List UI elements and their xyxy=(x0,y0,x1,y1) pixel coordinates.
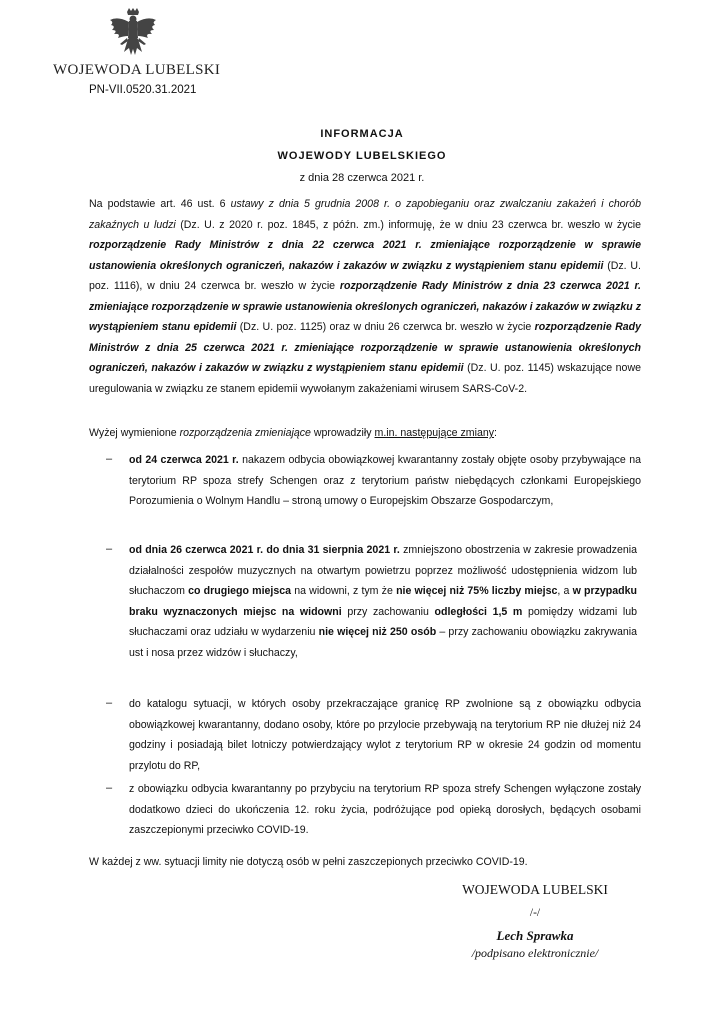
signature-name: Lech Sprawka xyxy=(496,928,574,943)
bullet-2-text-1: zmniejszono obostrzenia w zakresie prowadzenia działalności zespołów muzycznych na otwartym powietrzu poprzez możliwość udostępnienia widzom lub słuchaczom xyxy=(129,544,637,597)
closing-sentence: W każdej z ww. sytuacji limity nie dotyczą osób w pełni zaszczepionych przeciwko COVID-19. xyxy=(89,856,528,868)
title-line1: INFORMACJA xyxy=(320,128,404,140)
signature-office: WOJEWODA LUBELSKI xyxy=(462,882,608,897)
intro-text-5: (Dz. U. poz. 1116), w dniu 24 czerwca br. weszło w życie xyxy=(89,259,641,292)
bullet-2-bold-3: nie więcej niż 75% liczby miejsc xyxy=(396,585,558,597)
bullet-1 xyxy=(129,450,641,512)
bullet-2-text-2: na widowni, z tym że xyxy=(291,585,397,597)
bullet-dash-1: – xyxy=(106,453,113,465)
bullet-dash-4: – xyxy=(106,782,113,794)
case-number: PN-VII.0520.31.2021 xyxy=(89,84,197,96)
intro-text-3: (Dz. U. z 2020 r. poz. 1845, z późn. zm.) informuję, że w dniu 23 czerwca br. weszło w życie xyxy=(175,218,641,231)
intro-regulation-3: rozporządzenie Rady Ministrów z dnia 25 czerwca 2021 r. zmieniające rozporządzenie w sprawie ustanowienia określonych ograniczeń, nakazów i zakazów w związku z wystąpieniem stanu epidemii xyxy=(89,321,641,374)
title-date: z dnia 28 czerwca 2021 r. xyxy=(299,172,425,184)
lead-underlined: m.in. następujące zmiany xyxy=(374,427,495,439)
bullet-1-bold: od 24 czerwca 2021 r. xyxy=(129,454,239,466)
bullet-2-text-3: , a xyxy=(557,585,573,597)
bullet-2-text-6: – przy zachowaniu obowiązku zakrywania ust i nosa przez widzów i słuchaczy, xyxy=(129,626,637,659)
header-office: WOJEWODA LUBELSKI xyxy=(53,62,221,78)
intro-text-7: (Dz. U. poz. 1125) oraz w dniu 26 czerwca br. weszło w życie xyxy=(236,321,535,333)
lead-text-1: Wyżej wymienione xyxy=(89,427,180,439)
intro-regulation-2: rozporządzenie Rady Ministrów z dnia 23 czerwca 2021 r. zmieniające rozporządzenie w sprawie ustanowienia określonych ograniczeń, nakazów i zakazów w związku z wystąpieniem stanu epidemii xyxy=(89,280,641,333)
bullet-2-bold-6: nie więcej niż 250 osób xyxy=(318,626,437,638)
eagle-emblem xyxy=(108,8,158,60)
title-line2: WOJEWODY LUBELSKIEGO xyxy=(277,150,447,162)
bullet-2 xyxy=(129,540,637,663)
intro-regulation-1: rozporządzenie Rady Ministrów z dnia 22 czerwca 2021 r. zmieniające rozporządzenie w sprawie ustanowienia określonych ograniczeń, nakazów i zakazów w związku z wystąpieniem stanu epidemii xyxy=(89,239,641,272)
bullet-dash-3: – xyxy=(106,697,113,709)
intro-paragraph xyxy=(89,194,641,399)
bullet-2-bold-4: w przypadku braku wyznaczonych miejsc na widowni xyxy=(129,585,637,618)
bullet-4: z obowiązku odbycia kwarantanny po przybyciu na terytorium RP spoza strefy Schengen wyłączone zostały dodatkowo dzieci do ukończenia 12. roku życia, podróżujące pod opieką dorosłych, będących osobami zaszczepionymi przeciwko COVID-19. xyxy=(129,783,641,836)
lead-colon: : xyxy=(494,427,497,439)
lead-line xyxy=(89,423,641,444)
bullet-2-bold-5: odległości 1,5 m xyxy=(434,605,523,618)
bullet-2-bold-1: od dnia 26 czerwca 2021 r. do dnia 31 sierpnia 2021 r. xyxy=(129,544,400,556)
bullet-2-text-4: przy zachowaniu xyxy=(341,605,435,618)
bullet-2-bold-2: co drugiego miejsca xyxy=(188,585,292,597)
lead-italic: rozporządzenia zmieniające xyxy=(179,427,311,439)
signature-note: /podpisano elektronicznie/ xyxy=(471,946,599,960)
intro-text-1: Na podstawie art. 46 ust. 6 xyxy=(89,198,231,210)
intro-text-9: (Dz. U. poz. 1145) wskazujące nowe uregulowania w związku ze stanem epidemii wywołanym zakażeniami wirusem SARS-CoV-2. xyxy=(89,362,641,395)
lead-text-3: wprowadziły xyxy=(310,427,375,439)
bullet-3: do katalogu sytuacji, w których osoby przekraczające granicę RP zwolnione są z obowiązku odbycia obowiązkowej kwarantanny, dodano osoby, które po przylocie przebywają na terytorium RP nie dłużej niż 24 godziny i posiadają bilet lotniczy potwierdzający wylot z terytorium RP w okresie 24 godzin od momentu przylotu do RP, xyxy=(129,698,641,772)
intro-act-title: ustawy z dnia 5 grudnia 2008 r. o zapobieganiu oraz zwalczaniu zakażeń i chorób zakaźnych u ludzi xyxy=(89,198,641,231)
bullet-dash-2: – xyxy=(106,543,113,555)
signature-mark: /-/ xyxy=(529,907,541,919)
bullet-2-text-5: pomiędzy widzami lub słuchaczami oraz udziału w wydarzeniu xyxy=(129,605,637,638)
bullet-1-text: nakazem odbycia obowiązkowej kwarantanny zostały objęte osoby przybywające na terytorium RP spoza strefy Schengen oraz z terytorium państw niebędących członkami Europejskiego Porozumienia o Wolnym Handlu – stroną umowy o Europejskim Obszarze Gospodarczym, xyxy=(129,454,641,507)
